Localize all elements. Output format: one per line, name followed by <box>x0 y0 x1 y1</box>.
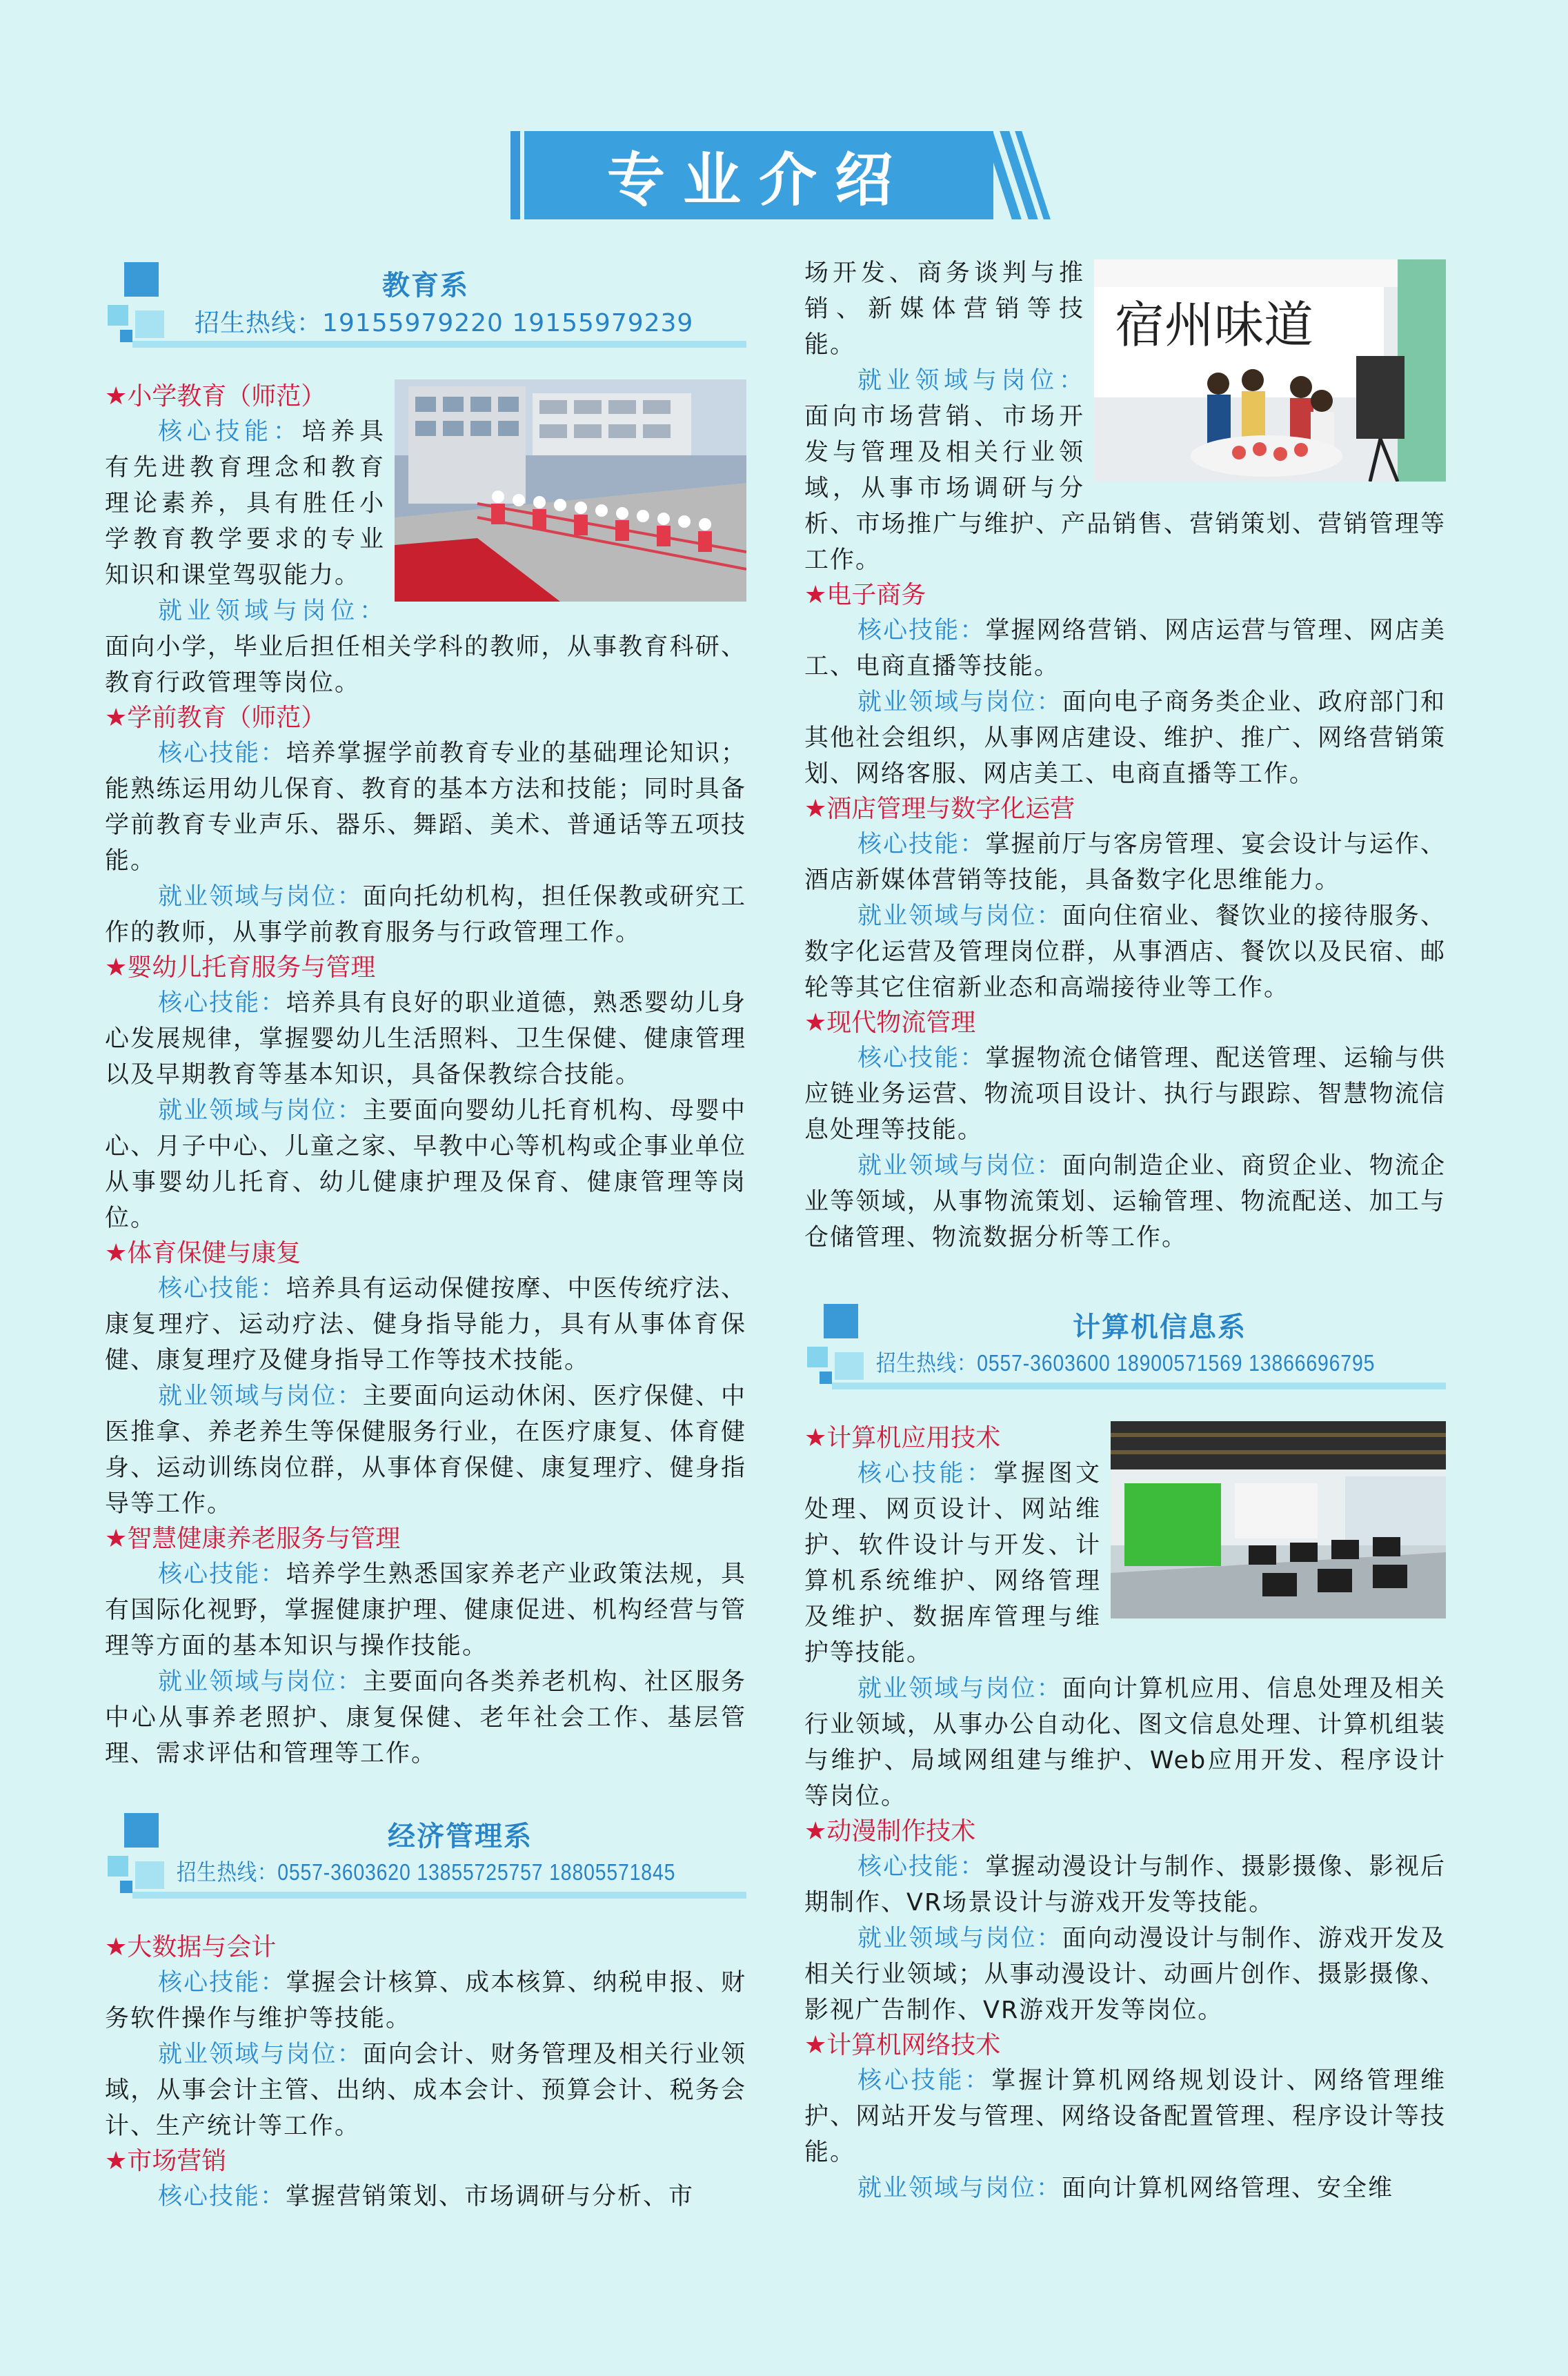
decor-square <box>820 1372 832 1384</box>
photo-computer-lab <box>1111 1421 1446 1618</box>
program-core: 核心技能：掌握图文处理、网页设计、网站维护、软件设计与开发、计算机系统维护、网络管理及维护、数据库管理与维护等技能。 <box>804 1460 1101 1667</box>
dept-header-economics <box>105 1799 746 1896</box>
right-column <box>804 255 1446 2206</box>
decor-square <box>835 1352 864 1380</box>
program-primary-education <box>105 379 746 701</box>
decor-square <box>807 1347 828 1367</box>
program-job: 就业领域与岗位：主要面向各类养老机构、社区服务中心从事养老照护、康复保健、老年社会工作、基层管理、需求评估和管理等工作。 <box>105 1668 746 1768</box>
program-job: 就业领域与岗位：面向制造企业、商贸企业、物流企业等领域，从事物流策划、运输管理、物流配送、加工与仓储管理、物流数据分析等工作。 <box>804 1152 1446 1251</box>
svg-text:宿州味道: 宿州味道 <box>1115 296 1314 354</box>
program-title: ★动漫制作技术 <box>804 1817 976 1845</box>
program-core: 核心技能：掌握营销策划、市场调研与分析、市 <box>158 2183 695 2210</box>
program-job: 就业领域与岗位：面向住宿业、餐饮业的接待服务、数字化运营及管理岗位群，从事酒店、餐饮以及民宿、邮轮等其它住宿新业态和高端接待业等工作。 <box>804 902 1446 1002</box>
program-animation <box>804 1814 1446 2028</box>
program-job: 就业领域与岗位：面向计算机网络管理、安全维 <box>857 2175 1394 2202</box>
program-infant-care <box>105 951 746 1236</box>
program-title: ★酒店管理与数字化运营 <box>804 795 1075 823</box>
program-title: ★计算机网络技术 <box>804 2031 1001 2059</box>
program-ecommerce <box>804 578 1446 792</box>
decor-square <box>135 1861 164 1889</box>
program-title: ★计算机应用技术 <box>804 1424 1001 1452</box>
program-elderly-care <box>105 1522 746 1772</box>
decor-square <box>124 1813 159 1848</box>
program-core: 核心技能：培养掌握学前教育专业的基础理论知识；能熟练运用幼儿保育、教育的基本方法和技能；同时具备学前教育专业声乐、器乐、舞蹈、美术、普通话等五项技能。 <box>105 740 746 875</box>
program-job: 就业领域与岗位：面向小学，毕业后担任相关学科的教师，从事教育科研、教育行政管理等岗位。 <box>105 597 746 697</box>
dept-hotline: 招生热线：19155979220 19155979239 <box>195 309 694 337</box>
program-title: ★体育保健与康复 <box>105 1239 301 1267</box>
left-column <box>105 248 746 2215</box>
program-core: 核心技能：掌握物流仓储管理、配送管理、运输与供应链业务运营、物流项目设计、执行与跟踪、智慧物流信息处理等技能。 <box>804 1045 1446 1144</box>
dept-rule <box>132 341 746 348</box>
dept-name: 计算机信息系 <box>1073 1311 1247 1343</box>
banner-main <box>524 131 993 219</box>
program-logistics <box>804 1006 1446 1256</box>
program-core: 核心技能：掌握网络营销、网店运营与管理、网店美工、电商直播等技能。 <box>804 617 1446 680</box>
program-marketing <box>105 2144 746 2215</box>
program-core: 核心技能：培养具有运动保健按摩、中医传统疗法、康复理疗、运动疗法、健身指导能力，具有从事体育保健、康复理疗及健身指导工作等技术技能。 <box>105 1275 746 1374</box>
dept-rule <box>832 1383 1446 1389</box>
program-title: ★电子商务 <box>804 581 926 609</box>
program-core: 核心技能：培养具有先进教育理念和教育理论素养，具有胜任小学教育教学要求的专业知识和课堂驾驭能力。 <box>105 418 385 589</box>
program-title: ★智慧健康养老服务与管理 <box>105 1525 401 1553</box>
program-core: 核心技能：培养学生熟悉国家养老产业政策法规，具有国际化视野，掌握健康护理、健康促进、机构经营与管理等方面的基本知识与操作技能。 <box>105 1561 746 1660</box>
dept-header-education <box>105 248 746 345</box>
decor-square <box>135 310 164 338</box>
dept-name: 教育系 <box>382 270 469 301</box>
program-title: ★婴幼儿托育服务与管理 <box>105 953 376 982</box>
program-core: 核心技能：掌握计算机网络规划设计、网络管理维护、网站开发与管理、网络设备配置管理、程序设计等技能。 <box>804 2067 1446 2166</box>
program-core: 核心技能：掌握会计核算、成本核算、纳税申报、财务软件操作与维护等技能。 <box>105 1969 746 2032</box>
dept-header-computer <box>804 1290 1446 1387</box>
program-job: 就业领域与岗位：面向电子商务类企业、政府部门和其他社会组织，从事网店建设、维护、推广、网络营销策划、网络客服、网店美工、电商直播等工作。 <box>804 689 1446 788</box>
program-title: ★大数据与会计 <box>105 1933 277 1961</box>
page-title: 专业介绍 <box>606 146 911 214</box>
photo-livestream-studio <box>1094 259 1446 482</box>
title-banner <box>510 131 1038 219</box>
program-job: 就业领域与岗位：面向动漫设计与制作、游戏开发及相关行业领域；从事动漫设计、动画片创作、摄影摄像、影视广告制作、VR游戏开发等岗位。 <box>804 1925 1446 2024</box>
banner-left-bar <box>510 131 520 219</box>
decor-square <box>120 330 132 342</box>
program-computer-application <box>804 1421 1446 1814</box>
program-core-continued: 场开发、商务谈判与推销、新媒体营销等技能。 <box>804 259 1084 359</box>
decor-square <box>824 1304 858 1338</box>
program-title: ★学前教育（师范） <box>105 704 326 732</box>
program-job: 就业领域与岗位：面向会计、财务管理及相关行业领域，从事会计主管、出纳、成本会计、预算会计、税务会计、生产统计等工作。 <box>105 2041 746 2140</box>
program-title: ★现代物流管理 <box>804 1009 976 1037</box>
program-preschool-education <box>105 701 746 951</box>
program-hotel-management <box>804 792 1446 1006</box>
dept-hotline: 招生热线：0557-3603600 18900571569 13866696795 <box>876 1350 1376 1376</box>
program-big-data-accounting <box>105 1930 746 2144</box>
program-marketing-continued <box>804 255 1446 578</box>
program-core: 核心技能：掌握动漫设计与制作、摄影摄像、影视后期制作、VR场景设计与游戏开发等技能。 <box>804 1853 1446 1917</box>
decor-square <box>108 1856 128 1877</box>
dept-hotline: 招生热线：0557-3603620 13855725757 18805571845 <box>177 1859 676 1885</box>
program-title: ★市场营销 <box>105 2147 227 2175</box>
program-job: 就业领域与岗位：面向市场营销、市场开发与管理及相关行业领域，从事市场调研与分析、市场推广与维护、产品销售、营销策划、营销管理等工作。 <box>804 367 1446 574</box>
program-core: 核心技能：培养具有良好的职业道德，熟悉婴幼儿身心发展规律，掌握婴幼儿生活照料、卫生保健、健康管理以及早期教育等基本知识，具备保教综合技能。 <box>105 989 746 1089</box>
program-computer-network <box>804 2028 1446 2206</box>
decor-square <box>108 305 128 326</box>
program-title: ★小学教育（师范） <box>105 382 326 410</box>
photo-graduates-on-stairs <box>395 379 746 602</box>
program-job: 就业领域与岗位：面向计算机应用、信息处理及相关行业领域，从事办公自动化、图文信息处理、计算机组装与维护、局域网组建与维护、Web应用开发、程序设计等岗位。 <box>804 1675 1446 1810</box>
decor-square <box>120 1881 132 1893</box>
program-job: 就业领域与岗位：主要面向运动休闲、医疗保健、中医推拿、养老养生等保健服务行业，在医疗康复、体育健身、运动训练岗位群，从事体育保健、康复理疗、健身指导等工作。 <box>105 1383 746 1518</box>
program-job: 就业领域与岗位：主要面向婴幼儿托育机构、母婴中心、月子中心、儿童之家、早教中心等机构或企事业单位从事婴幼儿托育、幼儿健康护理及保育、健康管理等岗位。 <box>105 1097 746 1232</box>
program-sports-rehab <box>105 1236 746 1522</box>
dept-name: 经济管理系 <box>388 1821 533 1852</box>
program-core: 核心技能：掌握前厅与客房管理、宴会设计与运作、酒店新媒体营销等技能，具备数字化思维能力。 <box>804 831 1446 894</box>
dept-rule <box>132 1892 746 1899</box>
program-job: 就业领域与岗位：面向托幼机构，担任保教或研究工作的教师，从事学前教育服务与行政管理工作。 <box>105 883 746 947</box>
